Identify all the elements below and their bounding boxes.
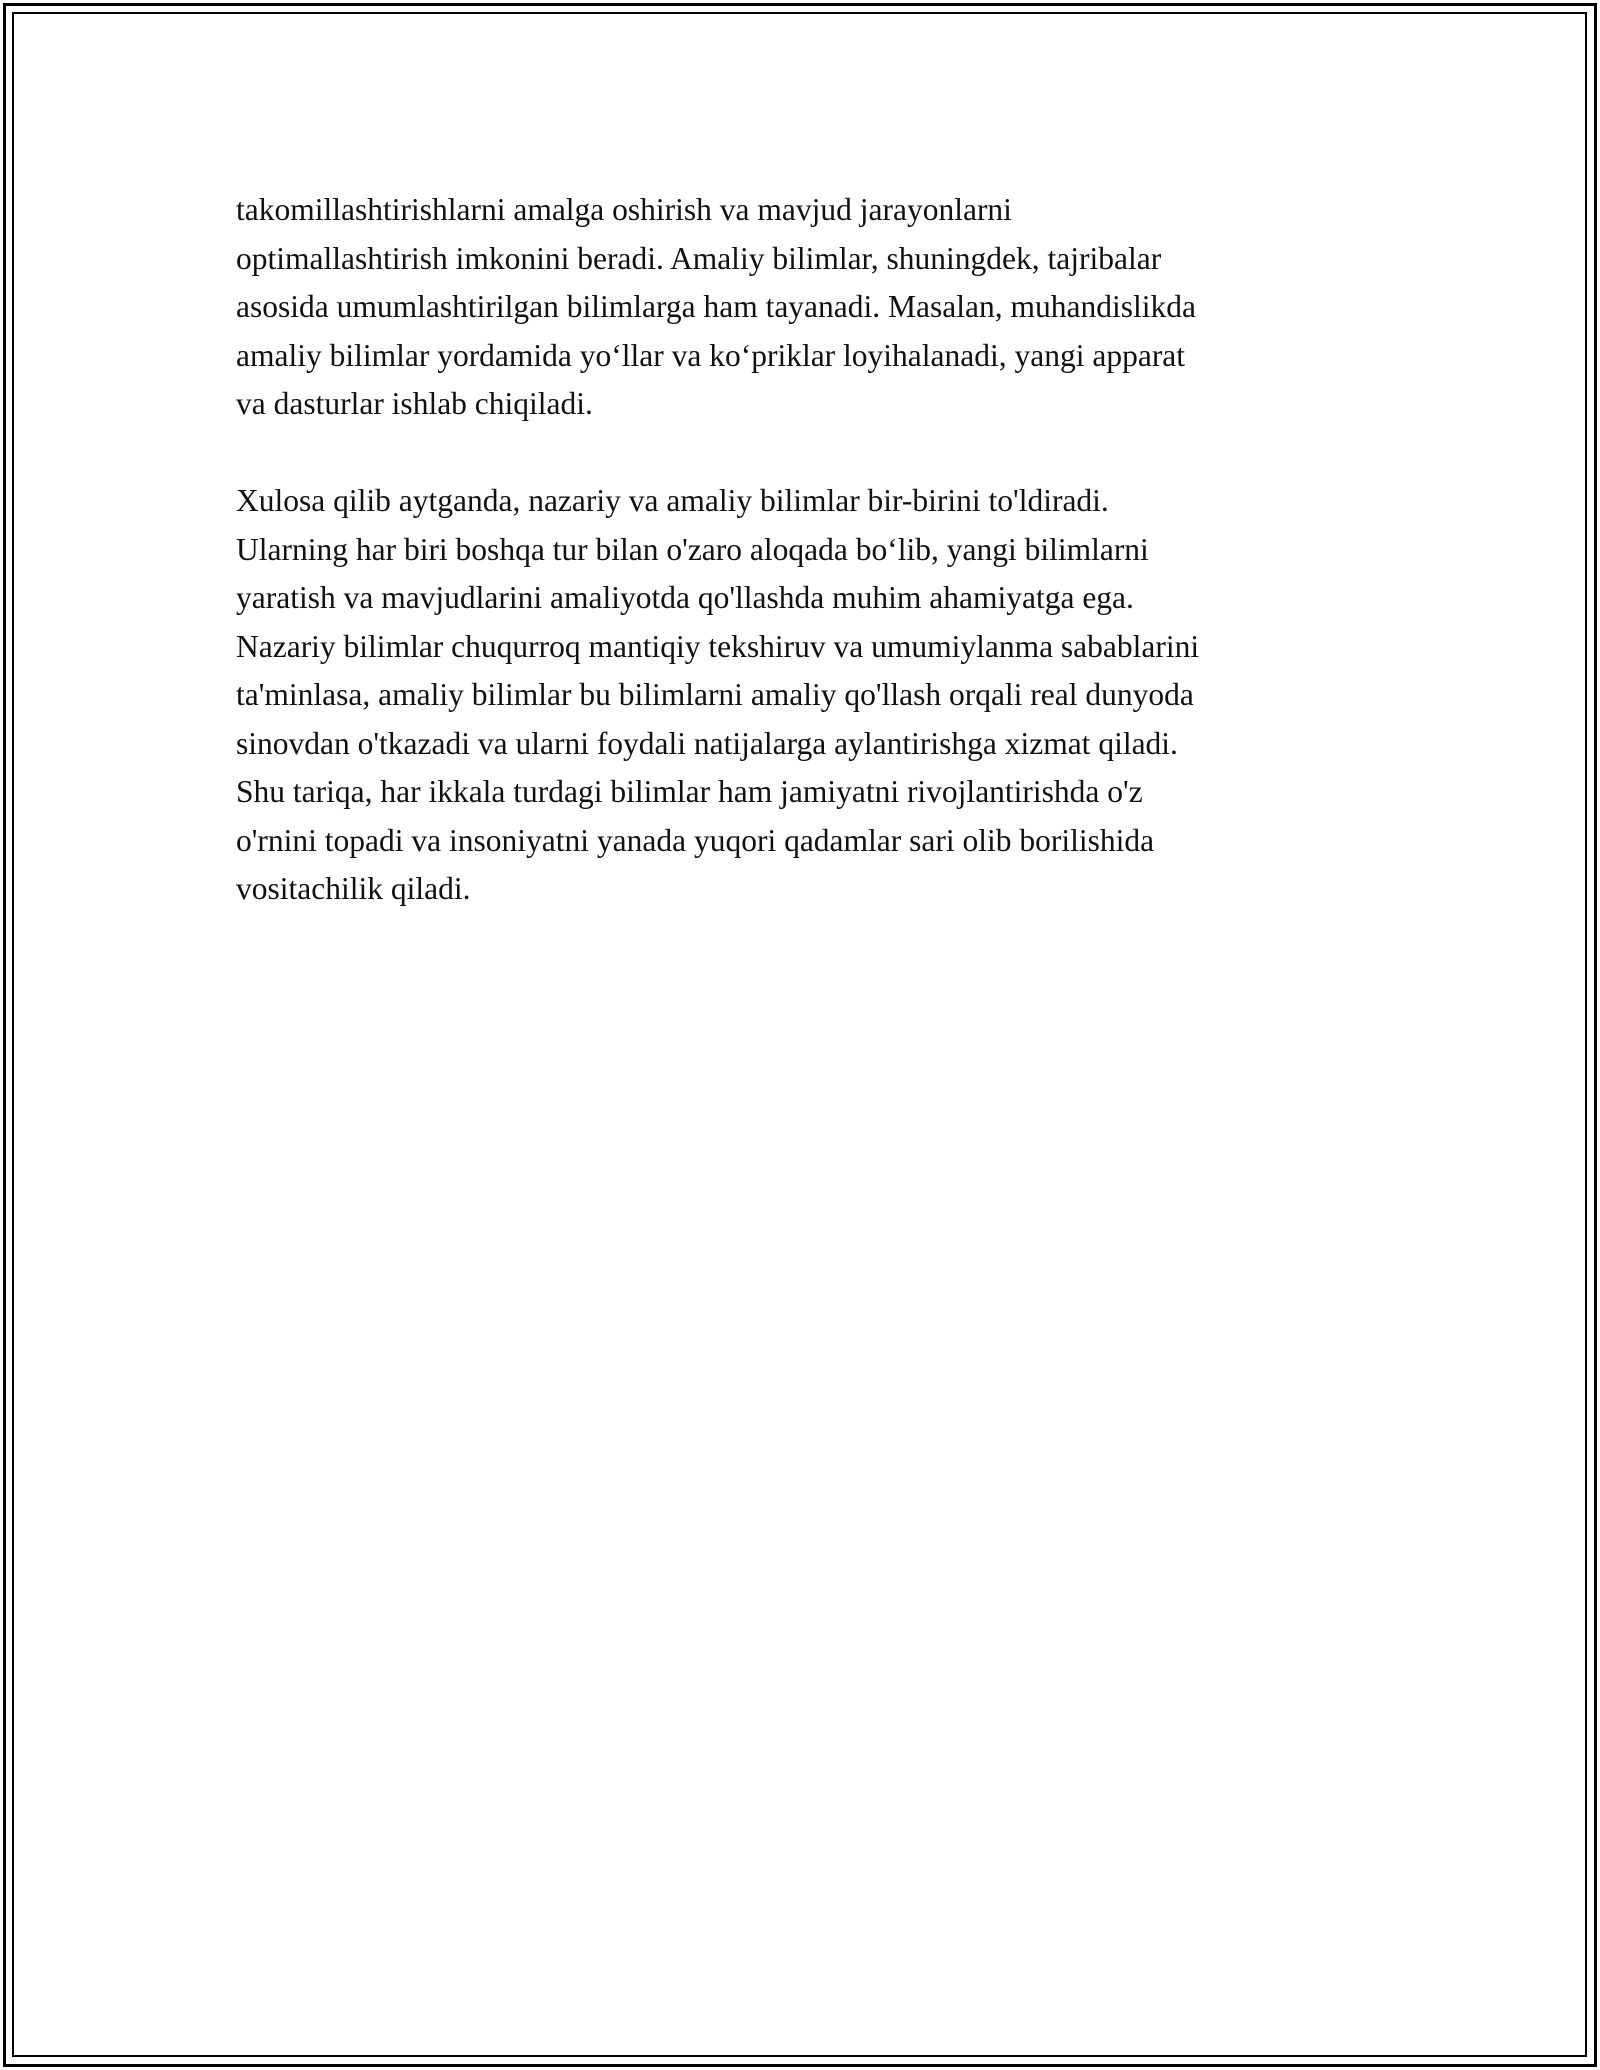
text-line: Ularning har biri boshqa tur bilan o'zaro aloqada bo‘lib, yangi bilimlarni bbox=[236, 531, 1149, 567]
text-line: optimallashtirish imkonini beradi. Amaliy bilimlar, shuningdek, tajribalar bbox=[236, 240, 1162, 276]
paragraph-spacer bbox=[236, 429, 1366, 478]
text-line: sinovdan o'tkazadi va ularni foydali natijalarga aylantirishga xizmat qiladi. bbox=[236, 725, 1178, 761]
text-line: Shu tariqa, har ikkala turdagi bilimlar ham jamiyatni rivojlantirishda o'z bbox=[236, 774, 1143, 809]
paragraph-1 bbox=[236, 186, 1366, 429]
text-line: Xulosa qilib aytganda, nazariy va amaliy bilimlar bir-birini to'ldiradi. bbox=[236, 483, 1109, 518]
text-line: takomillashtirishlarni amalga oshirish va mavjud jarayonlarni bbox=[236, 192, 1012, 227]
document-body bbox=[236, 186, 1366, 914]
text-line: va dasturlar ishlab chiqiladi. bbox=[236, 386, 593, 421]
paragraph-2 bbox=[236, 477, 1366, 914]
text-line: vositachilik qiladi. bbox=[236, 871, 471, 906]
text-line: o'rnini topadi va insoniyatni yanada yuqori qadamlar sari olib borilishida bbox=[236, 822, 1155, 858]
text-line: ta'minlasa, amaliy bilimlar bu bilimlarni amaliy qo'llash orqali real dunyoda bbox=[236, 677, 1194, 712]
text-line: amaliy bilimlar yordamida yo‘llar va ko‘priklar loyihalanadi, yangi apparat bbox=[236, 337, 1186, 373]
text-line: yaratish va mavjudlarini amaliyotda qo'llashda muhim ahamiyatga ega. bbox=[236, 580, 1134, 615]
text-line: Nazariy bilimlar chuqurroq mantiqiy tekshiruv va umumiylanma sabablarini bbox=[236, 628, 1200, 664]
text-line: asosida umumlashtirilgan bilimlarga ham tayanadi. Masalan, muhandislikda bbox=[236, 289, 1196, 324]
